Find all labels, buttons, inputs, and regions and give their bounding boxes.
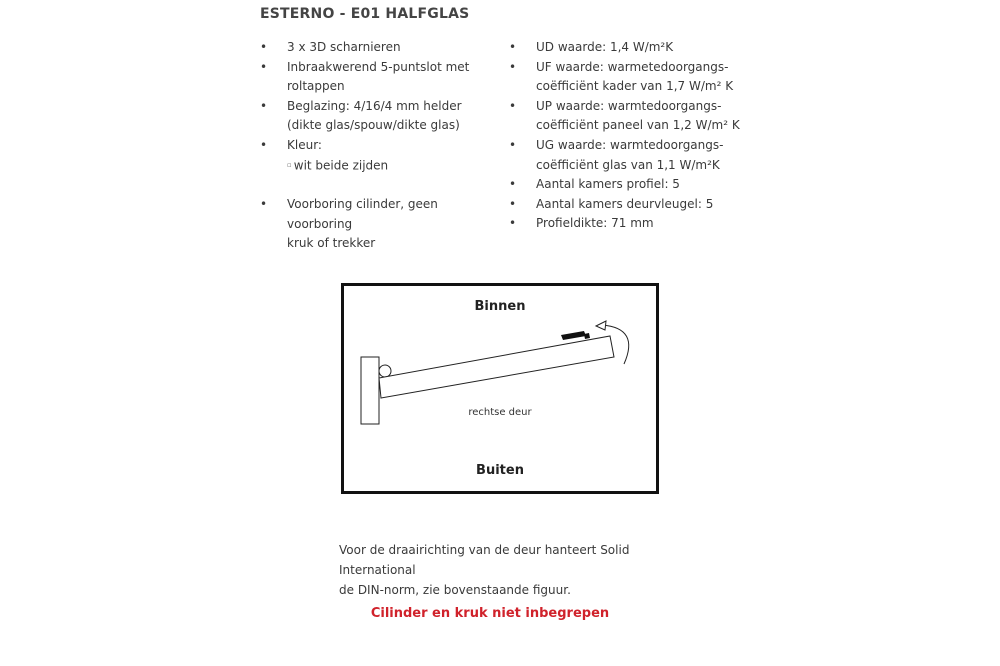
spec-drilling-cont: kruk of trekker bbox=[287, 236, 376, 251]
list-item bbox=[509, 195, 749, 215]
spec-lock: Inbraakwerend 5-puntslot met bbox=[287, 59, 470, 74]
list-item bbox=[509, 214, 749, 234]
spec-glazing: Beglazing: 4/16/4 mm helder bbox=[287, 98, 462, 113]
list-item bbox=[509, 58, 749, 97]
spec-up: UP waarde: warmtedoorgangs- bbox=[536, 98, 722, 113]
list-gap bbox=[260, 175, 500, 195]
list-item bbox=[509, 38, 749, 58]
product-title: ESTERNO - E01 HALFGLAS bbox=[260, 6, 470, 22]
din-norm-note bbox=[339, 540, 699, 600]
list-item bbox=[260, 195, 500, 254]
list-item bbox=[260, 58, 500, 97]
spec-uf: UF waarde: warmetedoorgangs- bbox=[536, 59, 729, 74]
list-item bbox=[509, 136, 749, 175]
spec-ug: UG waarde: warmtedoorgangs- bbox=[536, 137, 724, 152]
list-item bbox=[260, 97, 500, 136]
spec-drilling: Voorboring cilinder, geen voorboring bbox=[287, 197, 438, 231]
spec-ug-cont: coëfficiënt glas van 1,1 W/m²K bbox=[536, 157, 720, 172]
spec-list-left bbox=[260, 38, 500, 254]
spec-profile-thickness: Profieldikte: 71 mm bbox=[536, 216, 654, 231]
note-line-1: Voor de draairichting van de deur hanteert Solid International bbox=[339, 543, 630, 577]
note-line-2: de DIN-norm, zie bovenstaande figuur. bbox=[339, 583, 571, 597]
handle-base-icon bbox=[584, 333, 590, 339]
door-diagram-drawing bbox=[344, 286, 656, 491]
spec-color-value: wit beide zijden bbox=[293, 157, 389, 172]
outside-label: Buiten bbox=[476, 463, 524, 478]
arrow-head-icon bbox=[596, 321, 606, 330]
spec-chambers-leaf: Aantal kamers deurvleugel: 5 bbox=[536, 196, 714, 211]
exclusion-notice: Cilinder en kruk niet inbegrepen bbox=[370, 606, 610, 621]
spec-uf-cont: coëfficiënt kader van 1,7 W/m² K bbox=[536, 79, 734, 94]
list-item bbox=[260, 38, 500, 58]
inside-label: Binnen bbox=[474, 299, 526, 314]
spec-up-cont: coëfficiënt paneel van 1,2 W/m² K bbox=[536, 118, 740, 133]
spec-ud: UD waarde: 1,4 W/m²K bbox=[536, 40, 674, 54]
spec-color: Kleur: bbox=[287, 137, 322, 152]
door-direction-diagram bbox=[341, 283, 659, 494]
list-item bbox=[509, 97, 749, 136]
spec-list-right bbox=[509, 38, 749, 234]
list-item bbox=[260, 136, 500, 175]
list-item bbox=[509, 175, 749, 195]
spec-glazing-cont: (dikte glas/spouw/dikte glas) bbox=[287, 118, 460, 133]
spec-lock-cont: roltappen bbox=[287, 79, 345, 94]
door-leaf bbox=[379, 336, 614, 398]
sub-bullet-icon: ▫ bbox=[287, 160, 292, 169]
hinge-icon bbox=[379, 365, 391, 377]
door-label: rechtse deur bbox=[468, 407, 532, 418]
door-handle-icon bbox=[561, 331, 586, 340]
spec-chambers-profile: Aantal kamers profiel: 5 bbox=[536, 177, 680, 192]
spec-hinges: 3 x 3D scharnieren bbox=[287, 40, 401, 54]
